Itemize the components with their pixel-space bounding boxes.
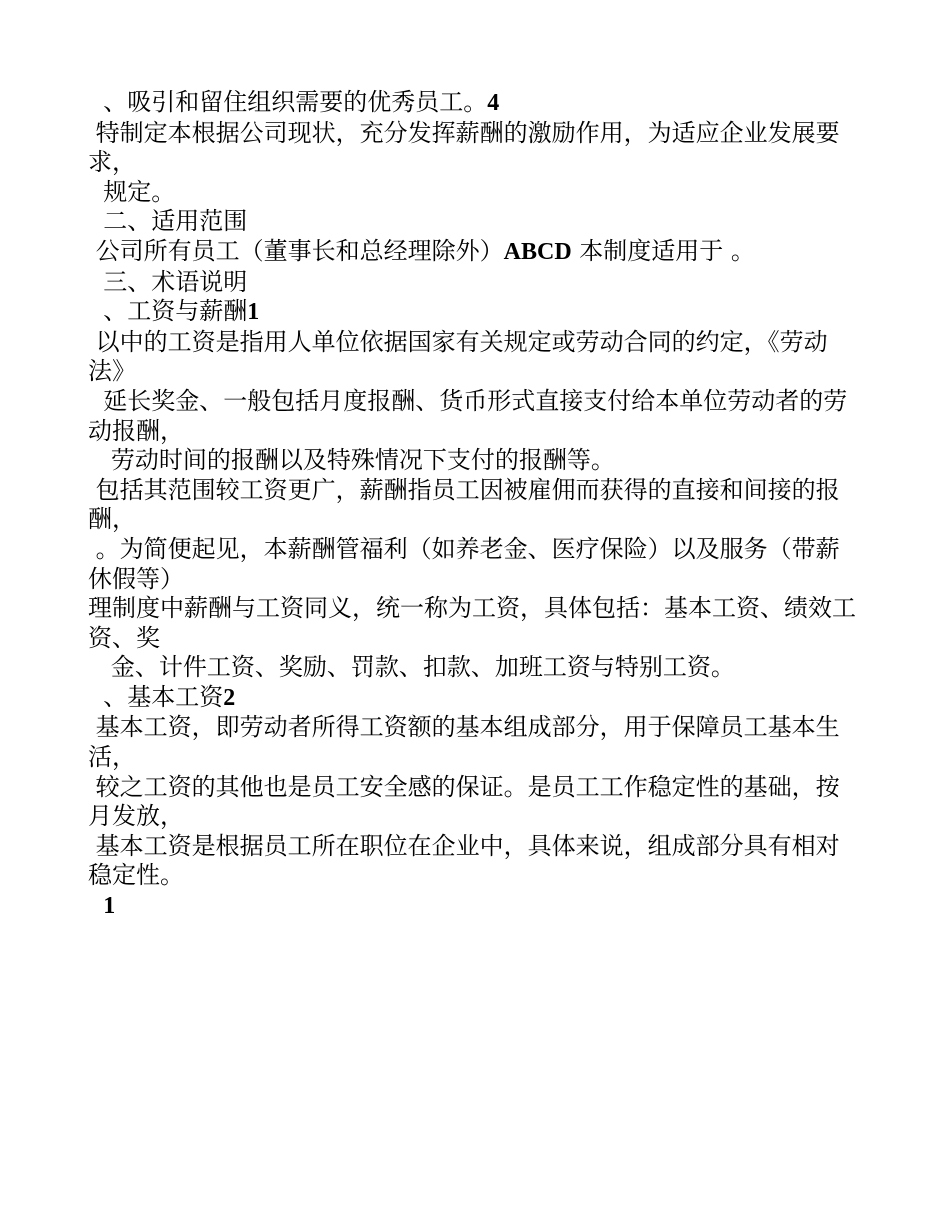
line-text: 特制定本根据公司现状，充分发挥薪酬的激励作用，为适应企业发展要求， (88, 118, 840, 177)
section-heading (88, 207, 863, 237)
line-text: 基本工资，即劳动者所得工资额的基本组成部分，用于保障员工基本生活， (88, 713, 840, 772)
text-line (88, 119, 863, 178)
line-text: 公司所有员工（董事长和总经理除外） (88, 236, 504, 265)
text-line (88, 832, 863, 891)
text-line (88, 88, 863, 119)
line-text: 理制度中薪酬与工资同义，统一称为工资，具体包括：基本工资、绩效工资、奖 (88, 594, 856, 652)
document-body (88, 88, 863, 922)
text-line (88, 653, 863, 683)
line-text: 较之工资的其他也是员工安全感的保证。是员工工作稳定性的基础，按月发放， (88, 772, 840, 831)
text-line (88, 446, 863, 476)
line-text: 规定。 (88, 177, 176, 206)
text-line (88, 773, 863, 832)
line-text: 、工资与薪酬 (88, 297, 248, 326)
line-text: 二、适用范围 (88, 207, 248, 236)
line-text-after: 本制度适用于 。 (571, 236, 755, 265)
section-heading (88, 268, 863, 298)
text-line (88, 178, 863, 208)
page-number (88, 891, 863, 922)
line-bold-number: 1 (247, 299, 260, 326)
line-text: 。为简便起见，本薪酬管福利（如养老金、医疗保险）以及服务（带薪休假等） (88, 534, 840, 593)
line-text: 基本工资是根据员工所在职位在企业中，具体来说，组成部分具有相对稳定性。 (88, 831, 840, 890)
line-text: 以中的工资是指用人单位依据国家有关规定或劳动合同的约定，《劳动法》 (88, 327, 828, 386)
text-line (88, 476, 863, 535)
text-line (88, 328, 863, 387)
line-text: 三、术语说明 (88, 267, 248, 296)
line-text: 、吸引和留住组织需要的优秀员工。 (88, 88, 488, 116)
line-bold-number: 2 (223, 684, 236, 711)
text-line (88, 237, 863, 268)
line-text: 金、计件工资、奖励、罚款、扣款、加班工资与特别工资。 (88, 653, 735, 682)
text-line (88, 387, 863, 446)
line-text: 包括其范围较工资更广，薪酬指员工因被雇佣而获得的直接和间接的报酬， (88, 475, 840, 534)
subsection-heading (88, 683, 863, 714)
line-bold-number: 1 (103, 893, 116, 920)
line-text: 、基本工资 (88, 682, 224, 711)
text-line (88, 535, 863, 594)
line-text: 劳动时间的报酬以及特殊情况下支付的报酬等。 (88, 446, 615, 475)
line-bold-number: 4 (487, 90, 500, 116)
subsection-heading (88, 297, 863, 328)
text-line (88, 594, 863, 653)
line-bold-code: ABCD (503, 238, 572, 265)
text-line (88, 713, 863, 772)
line-text (88, 891, 103, 919)
line-text: 延长奖金、一般包括月度报酬、货币形式直接支付给本单位劳动者的劳动报酬， (88, 386, 848, 445)
